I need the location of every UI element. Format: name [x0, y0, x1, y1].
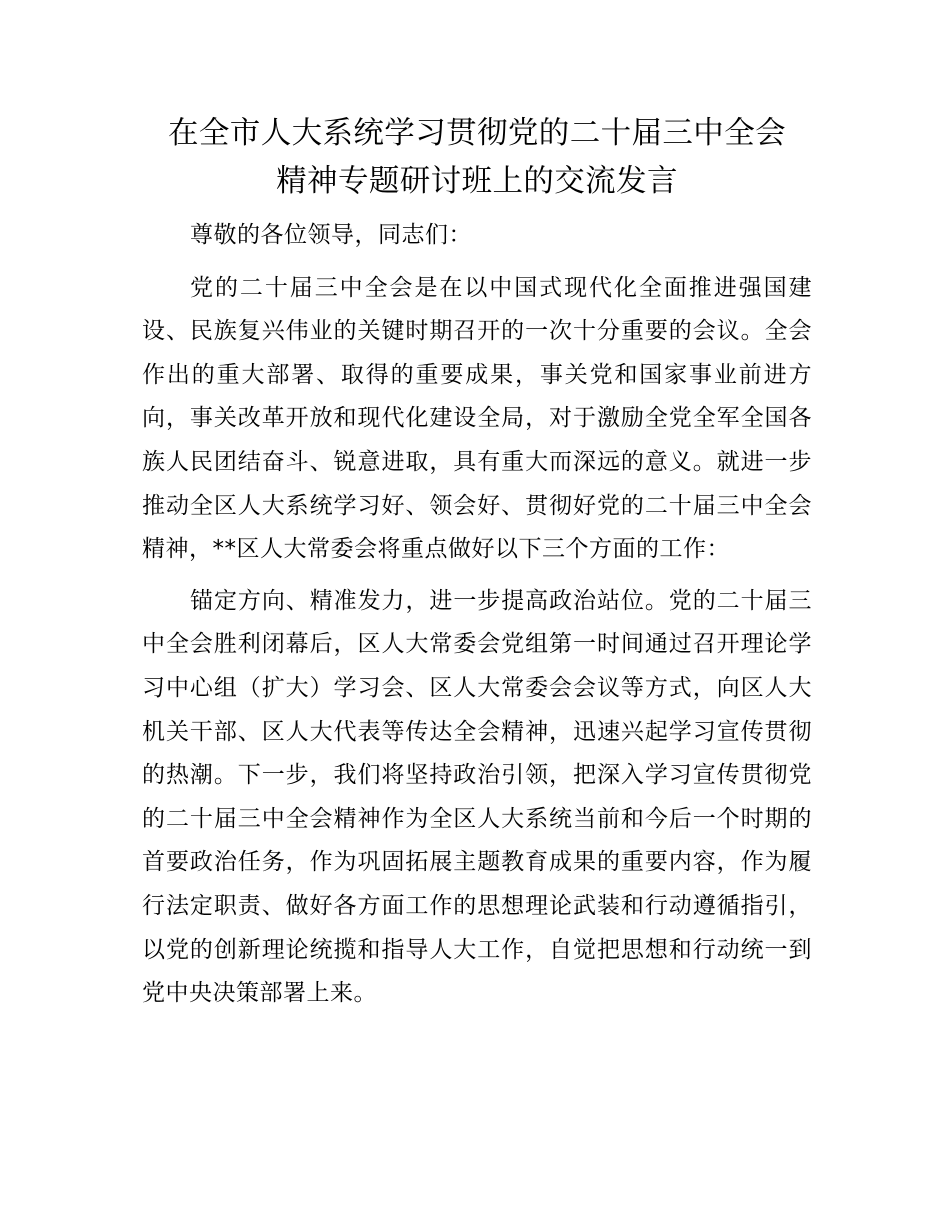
greeting: 尊敬的各位领导，同志们：: [190, 222, 472, 248]
title-line-1: 在全市人大系统学习贯彻党的二十届三中全会: [168, 116, 786, 151]
document-body: [142, 110, 812, 1016]
title-line-2: 精神专题研讨班上的交流发言: [276, 164, 678, 199]
paragraph-1: 党的二十届三中全会是在以中国式现代化全面推进强国建设、民族复兴伟业的关键时期召开的一次十分重要的会议。全会作出的重大部署、取得的重要成果，事关党和国家事业前进方向，事关改革开放和现代化建设全局，对于激励全党全军全国各族人民团结奋斗、锐意进取，具有重大而深远的意义。就进一步推动全区人大系统学习好、领会好、贯彻好党的二十届三中全会精神，**区人大常委会将重点做好以下三个方面的工作：: [142, 274, 812, 563]
paragraph-2: 锚定方向、精准发力，进一步提高政治站位。党的二十届三中全会胜利闭幕后，区人大常委会党组第一时间通过召开理论学习中心组（扩大）学习会、区人大常委会会议等方式，向区人大机关干部、区人大代表等传达全会精神，迅速兴起学习宣传贯彻的热潮。下一步，我们将坚持政治引领，把深入学习宣传贯彻党的二十届三中全会精神作为全区人大系统当前和今后一个时期的首要政治任务，作为巩固拓展主题教育成果的重要内容，作为履行法定职责、做好各方面工作的思想理论武装和行动遵循指引，以党的创新理论统揽和指导人大工作，自觉把思想和行动统一到党中央决策部署上来。: [142, 587, 812, 1007]
document-title: [142, 110, 812, 206]
